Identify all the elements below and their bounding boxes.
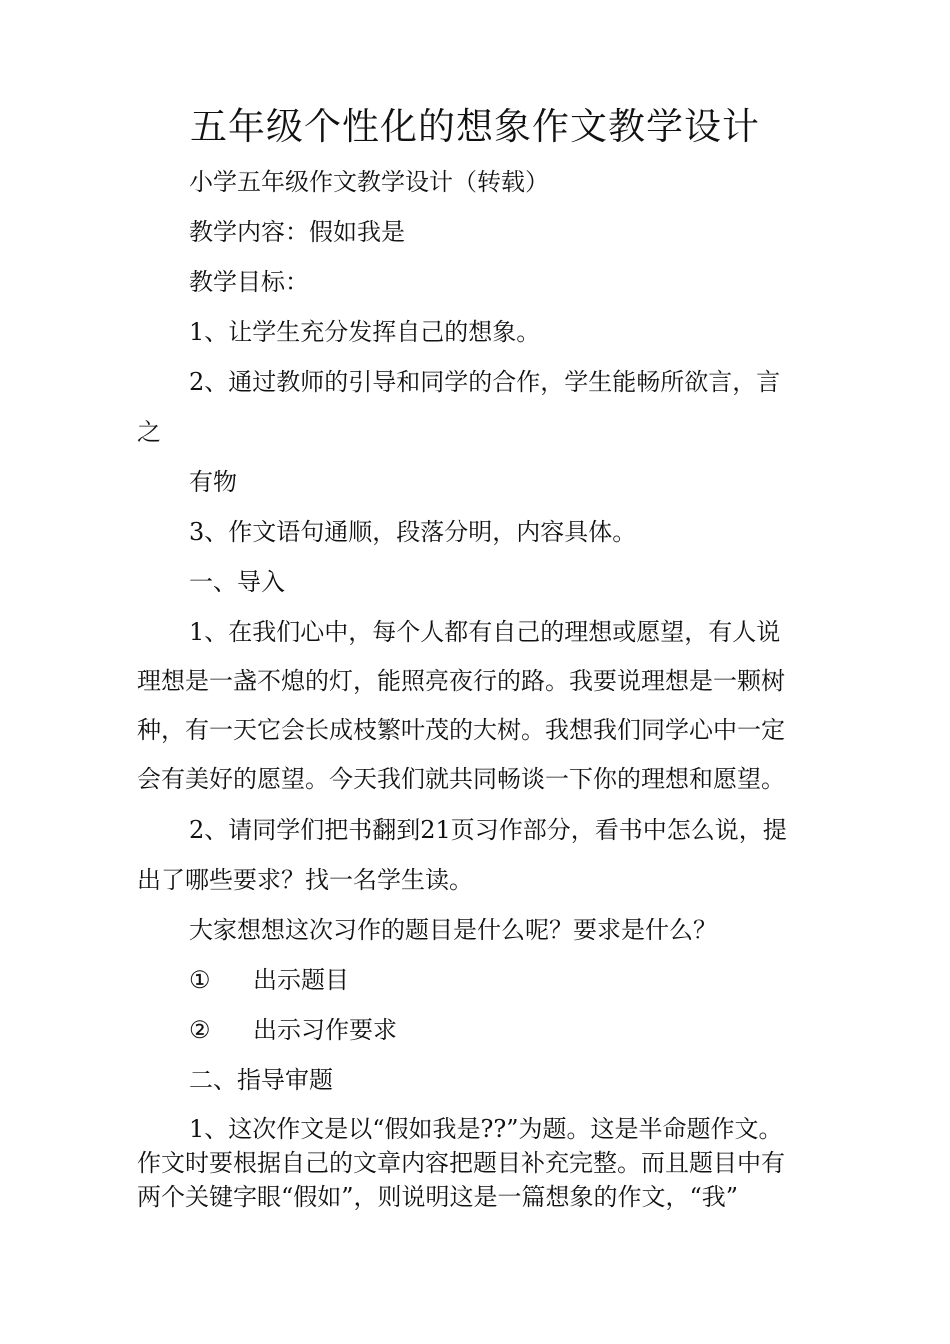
goal-2-continuation: 之 [137, 418, 161, 446]
paragraph-line: 种，有一天它会长成枝繁叶茂的大树。我想我们同学心中一定 [137, 716, 785, 744]
teaching-content-line: 教学内容：假如我是 [189, 218, 405, 246]
goal-1-line: 1、让学生充分发挥自己的想象。 [189, 318, 541, 346]
paragraph-line: 大家想想这次习作的题目是什么呢？要求是什么？ [189, 916, 717, 944]
paragraph-line: 作文时要根据自己的文章内容把题目补充完整。而且题目中有 [137, 1149, 785, 1177]
circled-number-marker: ② [189, 1016, 211, 1044]
list-item [189, 964, 909, 996]
list-item-text: 出示题目 [253, 966, 349, 994]
paragraph-line: 1、在我们心中，每个人都有自己的理想或愿望，有人说 [189, 618, 781, 646]
goal-2-continuation-2: 有物 [189, 468, 237, 496]
goal-3-line: 3、作文语句通顺，段落分明，内容具体。 [189, 518, 637, 546]
goal-2-line: 2、通过教师的引导和同学的合作，学生能畅所欲言，言 [189, 368, 781, 396]
paragraph-line: 理想是一盏不熄的灯，能照亮夜行的路。我要说理想是一颗树 [137, 667, 785, 695]
list-item [189, 1014, 909, 1046]
circled-number-marker: ① [189, 966, 211, 994]
paragraph-line: 2、请同学们把书翻到21页习作部分，看书中怎么说，提 [189, 816, 787, 844]
paragraph-line: 会有美好的愿望。今天我们就共同畅谈一下你的理想和愿望。 [137, 765, 785, 793]
paragraph-line: 两个关键字眼“假如”，则说明这是一篇想象的作文，“我” [137, 1183, 739, 1211]
subtitle-line: 小学五年级作文教学设计（转载） [189, 168, 549, 196]
section-2-heading: 二、指导审题 [189, 1066, 333, 1094]
section-1-heading: 一、导入 [189, 568, 285, 596]
paragraph-line: 出了哪些要求？找一名学生读。 [137, 866, 473, 894]
document-title: 五年级个性化的想象作文教学设计 [190, 105, 760, 148]
list-item-text: 出示习作要求 [253, 1016, 397, 1044]
paragraph-line: 1、这次作文是以“假如我是??”为题。这是半命题作文。 [189, 1115, 783, 1143]
teaching-goals-heading: 教学目标： [189, 268, 309, 296]
